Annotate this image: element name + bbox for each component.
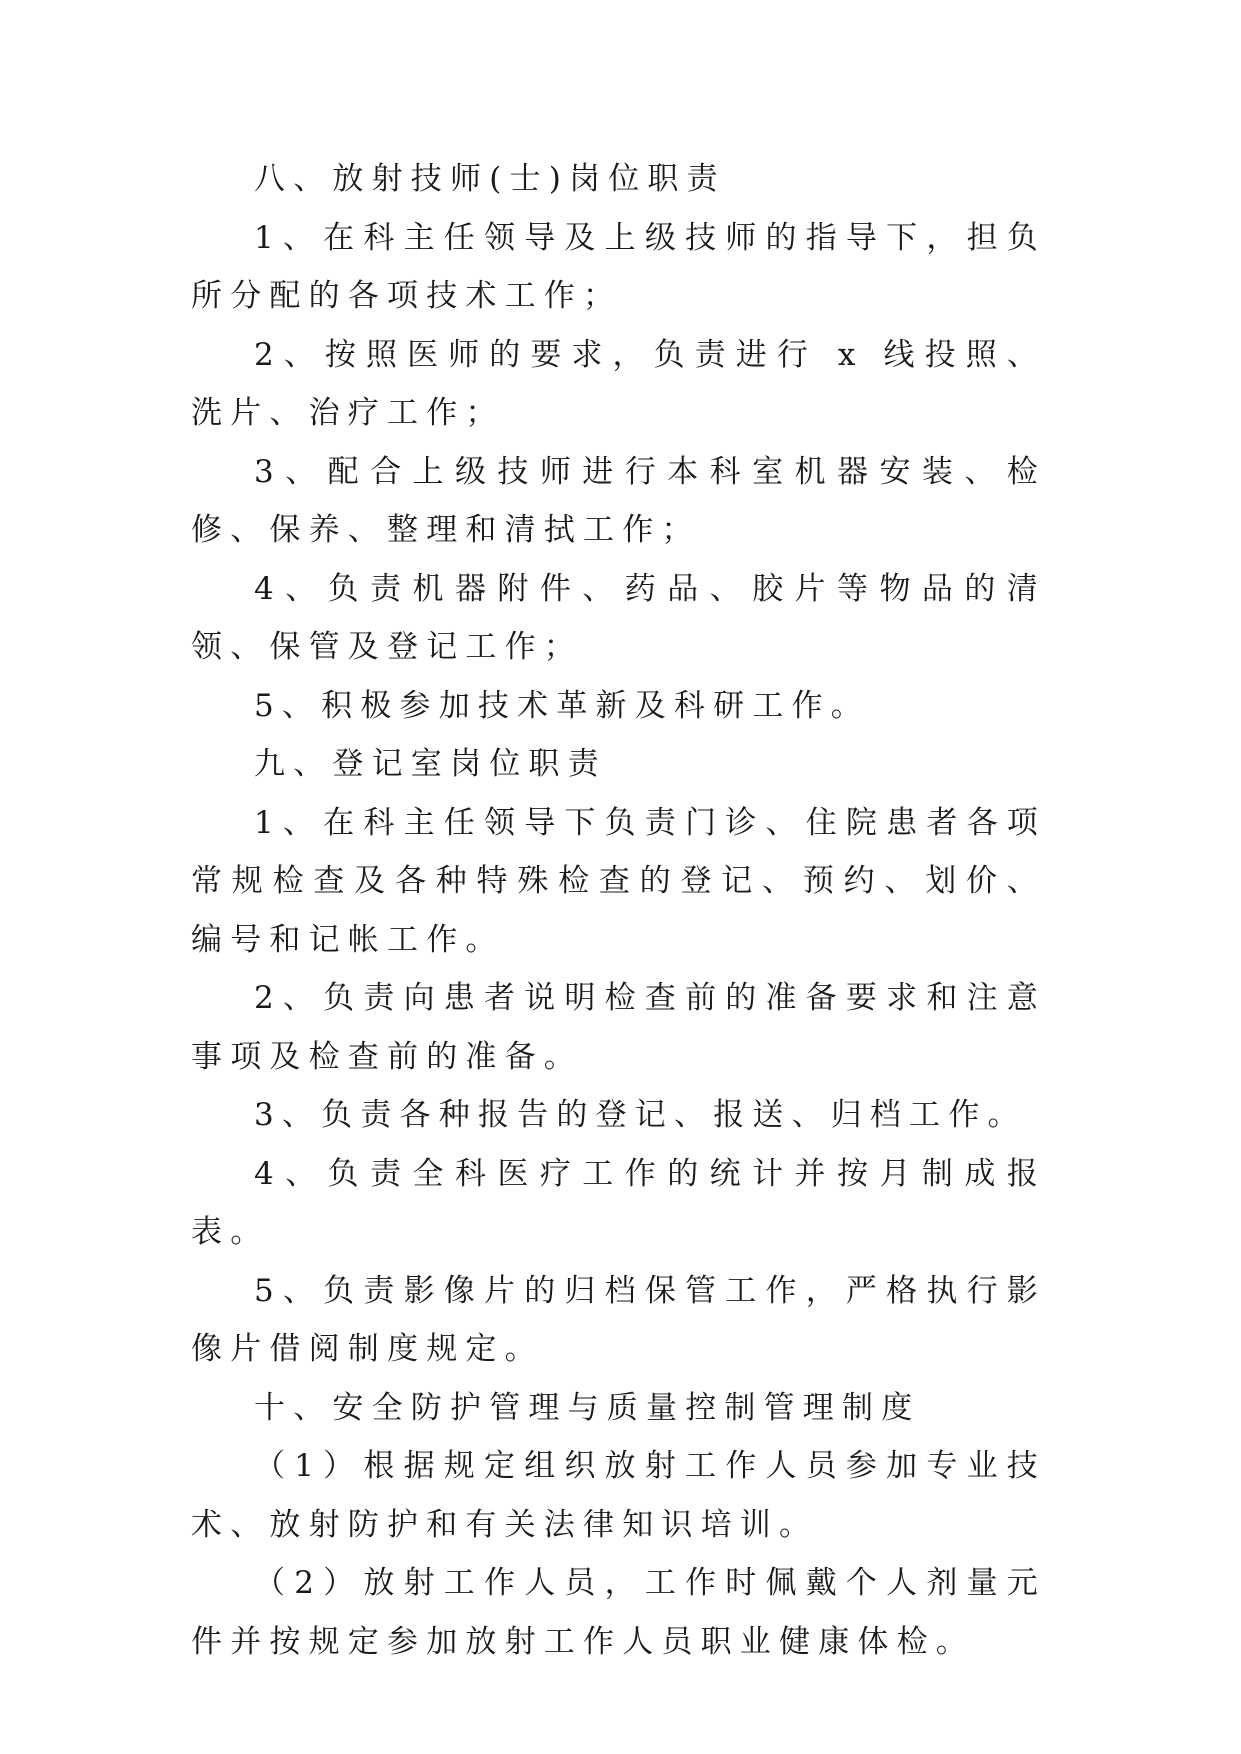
- paragraph: 4、负责机器附件、药品、胶片等物品的清领、保管及登记工作；: [191, 570, 1046, 665]
- paragraph: 2、负责向患者说明检查前的准备要求和注意事项及检查前的准备。: [191, 980, 1046, 1075]
- paragraph: 1、在科主任领导及上级技师的指导下，担负所分配的各项技术工作；: [191, 219, 1046, 314]
- section-heading-10: 十、安全防护管理与质量控制管理制度: [254, 1389, 921, 1426]
- paragraph: 3、负责各种报告的登记、报送、归档工作。: [254, 1097, 1027, 1133]
- paragraph: （1）根据规定组织放射工作人员参加专业技术、放射防护和有关法律知识培训。: [191, 1448, 1046, 1543]
- paragraph: 5、积极参加技术革新及科研工作。: [254, 687, 870, 724]
- paragraph: 5、负责影像片的归档保管工作，严格执行影像片借阅制度规定。: [191, 1272, 1046, 1367]
- paragraph: 1、在科主任领导下负责门诊、住院患者各项常规检查及各种特殊检查的登记、预约、划价、编号和记帐工作。: [191, 804, 1046, 958]
- paragraph: （2）放射工作人员，工作时佩戴个人剂量元件并按规定参加放射工作人员职业健康体检。: [191, 1565, 1046, 1660]
- section-heading-8: 八、放射技师(士)岗位职责: [254, 161, 726, 197]
- paragraph: 2、按照医师的要求，负责进行 x 线投照、洗片、治疗工作；: [191, 336, 1046, 431]
- paragraph: 3、配合上级技师进行本科室机器安装、检修、保养、整理和清拭工作；: [191, 453, 1046, 548]
- paragraph: 4、负责全科医疗工作的统计并按月制成报表。: [191, 1155, 1046, 1250]
- section-heading-9: 九、登记室岗位职责: [254, 746, 607, 782]
